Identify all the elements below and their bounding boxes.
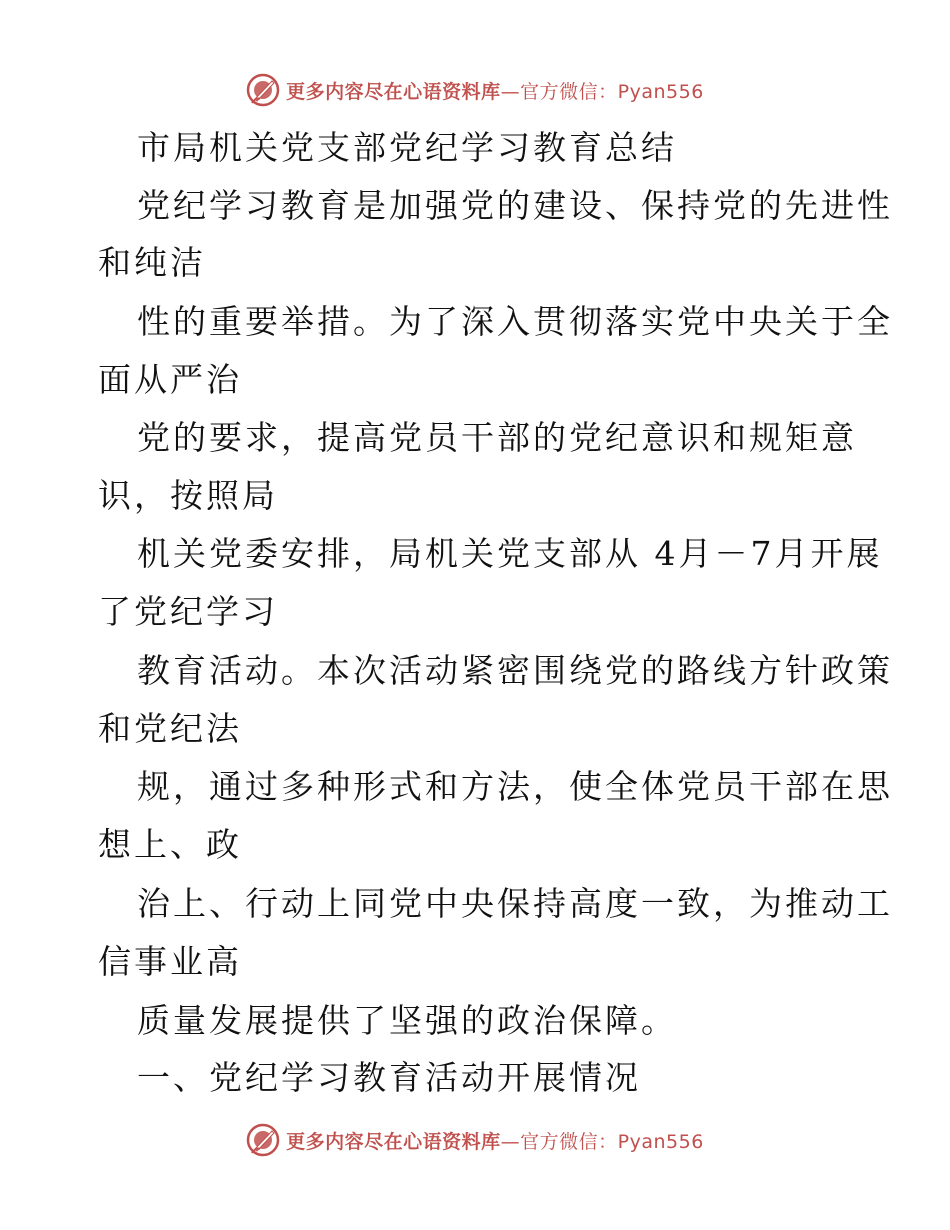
text-line: 信事业高 xyxy=(98,942,242,981)
header-watermark xyxy=(0,70,950,110)
footer-watermark xyxy=(0,1120,950,1160)
text-line: 质量发展提供了坚强的政治保障。 xyxy=(137,1001,677,1040)
text-line: 了党纪学习 xyxy=(98,592,278,631)
text-line: 想上、政 xyxy=(98,825,242,864)
text-line: 治上、行动上同党中央保持高度一致，为推动工 xyxy=(137,884,893,923)
text-line: 和纯洁 xyxy=(98,243,206,282)
pen-logo-icon xyxy=(246,73,280,107)
text-line: 教育活动。本次活动紧密围绕党的路线方针政策 xyxy=(137,651,893,690)
text-line: 和党纪法 xyxy=(98,709,242,748)
text-line: 面从严治 xyxy=(98,360,242,399)
text-line: 识，按照局 xyxy=(98,476,278,515)
text-line: 机关党委安排，局机关党支部从 4月－7月开展 xyxy=(137,534,883,573)
pen-logo-icon xyxy=(246,1123,280,1157)
watermark-text: 更多内容尽在心语资料库—官方微信：Pyan556 xyxy=(286,1130,704,1153)
text-line: 性的重要举措。为了深入贯彻落实党中央关于全 xyxy=(137,302,893,341)
text-line: 规，通过多种形式和方法，使全体党员干部在思 xyxy=(137,767,893,806)
text-line: 党纪学习教育是加强党的建设、保持党的先进性 xyxy=(137,186,893,225)
text-line: 党的要求，提高党员干部的党纪意识和规矩意 xyxy=(137,418,857,457)
document-title: 市局机关党支部党纪学习教育总结 xyxy=(137,128,677,167)
watermark-text: 更多内容尽在心语资料库—官方微信：Pyan556 xyxy=(286,80,704,103)
section-heading: 一、党纪学习教育活动开展情况 xyxy=(137,1058,641,1097)
